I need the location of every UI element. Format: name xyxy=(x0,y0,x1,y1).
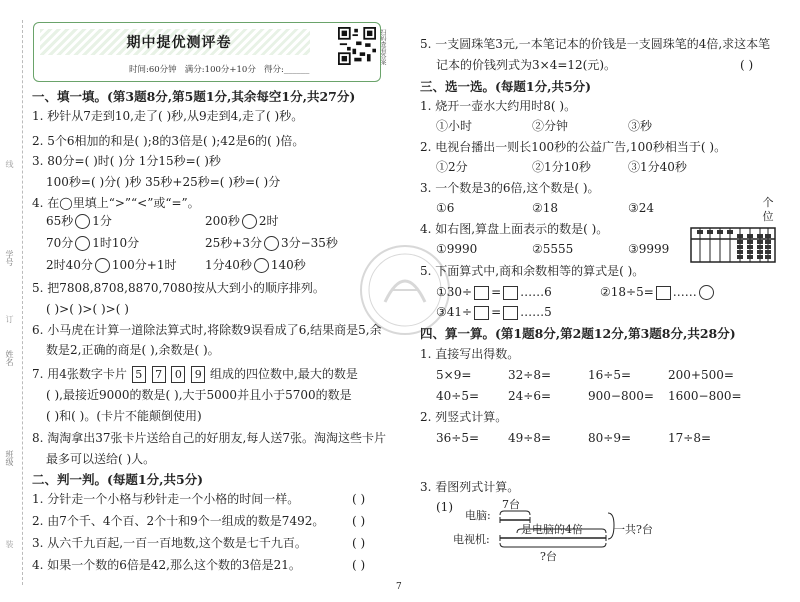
compare-row-2b: 25秒+3分 3分−35秒 xyxy=(205,236,338,250)
judge-answer-blank[interactable]: ( ) xyxy=(740,58,754,72)
question-5: 5. 把7808,8708,8870,7080按从大到小的顺序排列。 xyxy=(32,281,325,295)
diagram-label-tv: 电视机: xyxy=(453,533,490,546)
judge-answer-blank[interactable]: ( ) xyxy=(352,492,366,506)
bar-model-diagram xyxy=(490,505,620,560)
choice-1: 1. 烧开一壶水大约用时8( )。 xyxy=(420,99,577,113)
compare-circle[interactable] xyxy=(254,258,269,273)
margin-mark: 线 xyxy=(5,160,14,168)
choice-1-option[interactable]: ①小时 xyxy=(436,119,473,133)
judge-1: 1. 分针走一个小格与秒针走一个小格的时间一样。 xyxy=(32,492,300,506)
question-6-line2: 数是2,正确的商是( ),余数是( )。 xyxy=(46,343,220,357)
calc-1: 1. 直接写出得数。 xyxy=(420,347,520,361)
choice-1-option[interactable]: ③秒 xyxy=(628,119,653,133)
number-card: 9 xyxy=(191,366,205,383)
binding-margin xyxy=(0,20,23,585)
judge-answer-blank[interactable]: ( ) xyxy=(352,536,366,550)
vertical-calc-item[interactable]: 80÷9= xyxy=(588,431,632,445)
question-4: 4. 在◯里填上“>”“<”或“=”。 xyxy=(32,196,200,210)
compare-circle[interactable] xyxy=(264,236,279,251)
section-fill-in: 一、填一填。(第3题8分,第5题1分,其余每空1分,共27分) xyxy=(32,89,356,104)
choice-2-option[interactable]: ①2分 xyxy=(436,160,468,174)
question-8-line1: 8. 淘淘拿出37张卡片送给自己的好朋友,每人送7张。淘淘这些卡片 xyxy=(32,431,386,445)
judge-3: 3. 从六千九百起,一百一百地数,这个数是七千九百。 xyxy=(32,536,307,550)
calc-item[interactable]: 200+500= xyxy=(668,368,734,382)
choice-5-option-2[interactable]: ②18÷5= …… xyxy=(600,285,716,300)
judge-4: 4. 如果一个数的6倍是42,那么这个数的3倍是21。 xyxy=(32,558,301,572)
margin-label-number: 学号 xyxy=(5,250,14,266)
question-3-line1: 3. 80分=( )时( )分 1分15秒=( )秒 xyxy=(32,154,221,168)
choice-4-option[interactable]: ③9999 xyxy=(628,242,670,256)
judge-5-line1: 5. 一支圆珠笔3元,一本笔记本的价钱是一支圆珠笔的4倍,求这本笔 xyxy=(420,37,771,51)
compare-row-1b: 200秒 2时 xyxy=(205,214,279,228)
compare-row-3: 2时40分 100分+1时 xyxy=(46,258,177,272)
compare-circle[interactable] xyxy=(242,214,257,229)
choice-4-option[interactable]: ②5555 xyxy=(532,242,574,256)
calc-3-sub-1: (1) xyxy=(436,500,453,514)
choice-4: 4. 如右图,算盘上面表示的数是( )。 xyxy=(420,222,609,236)
choice-2-option[interactable]: ②1分10秒 xyxy=(532,160,591,174)
question-5-blanks[interactable]: ( )>( )>( )>( ) xyxy=(46,302,129,316)
diagram-label-question: ?台 xyxy=(540,550,557,563)
abacus-icon xyxy=(690,227,776,263)
margin-label-class: 班级 xyxy=(5,450,14,466)
calc-item[interactable]: 40÷5= xyxy=(436,389,480,403)
compare-circle[interactable] xyxy=(75,214,90,229)
compare-row-1: 65秒 1分 xyxy=(46,214,112,228)
choice-5-option-1[interactable]: ①30÷ = ……6 xyxy=(436,285,552,299)
margin-mark: 订 xyxy=(5,315,14,323)
compare-row-3b: 1分40秒 140秒 xyxy=(205,258,306,272)
margin-mark: 装 xyxy=(5,540,14,548)
choice-3-option[interactable]: ②18 xyxy=(532,201,559,215)
exam-meta: 时间:60分钟 满分:100分+10分 得分:______ xyxy=(129,65,310,75)
blank-box xyxy=(656,286,671,300)
question-7-line1: 7. 用4张数字卡片 5 7 0 9 组成的四位数中,最大的数是 xyxy=(32,367,358,381)
question-7-line2: ( ),最接近9000的数是( ),大于5000并且小于5700的数是 xyxy=(46,388,352,402)
blank-box xyxy=(503,286,518,300)
margin-label-name: 姓名 xyxy=(5,350,14,366)
choice-5: 5. 下面算式中,商和余数相等的算式是( )。 xyxy=(420,264,645,278)
calc-item[interactable]: 32÷8= xyxy=(508,368,552,382)
score-label: 得分: xyxy=(263,65,284,75)
question-6-line1: 6. 小马虎在计算一道除法算式时,将除数9误看成了6,结果商是5,余 xyxy=(32,323,382,337)
question-3-line2: 100秒=( )分( )秒 35秒+25秒=( )秒=( )分 xyxy=(46,175,281,189)
qr-caption: 扫码查看答案 xyxy=(379,29,386,65)
choice-5-option-3[interactable]: ③41÷ = ……5 xyxy=(436,305,552,319)
judge-answer-blank[interactable]: ( ) xyxy=(352,514,366,528)
calc-2: 2. 列竖式计算。 xyxy=(420,410,508,424)
compare-circle[interactable] xyxy=(95,258,110,273)
calc-item[interactable]: 5×9= xyxy=(436,368,472,382)
choice-4-option[interactable]: ①9990 xyxy=(436,242,478,256)
calc-item[interactable]: 24÷6= xyxy=(508,389,552,403)
choice-3: 3. 一个数是3的6倍,这个数是( )。 xyxy=(420,181,600,195)
calc-item[interactable]: 1600−800= xyxy=(668,389,742,403)
vertical-calc-item[interactable]: 49÷8= xyxy=(508,431,552,445)
question-1: 1. 秒针从7走到10,走了( )秒,从9走到4,走了( )秒。 xyxy=(32,109,304,123)
number-card: 5 xyxy=(132,366,146,383)
diagram-label-times: 是电脑的4倍 xyxy=(521,523,583,536)
diagram-label-computer: 电脑: xyxy=(465,509,491,522)
blank-box xyxy=(503,306,518,320)
question-7-line3: ( )和( )。(卡片不能颠倒使用) xyxy=(46,409,202,423)
section-calculate: 四、算一算。(第1题8分,第2题12分,第3题8分,共28分) xyxy=(420,326,736,341)
question-8-line2: 最多可以送给( )人。 xyxy=(46,452,156,466)
blank-box xyxy=(474,286,489,300)
exam-title: 期中提优测评卷 xyxy=(126,35,232,51)
time-limit: 时间:60分钟 xyxy=(129,65,177,75)
choice-2: 2. 电视台播出一则长100秒的公益广告,100秒相当于( )。 xyxy=(420,140,727,154)
question-2: 2. 5个6相加的和是( );8的3倍是( );42是6的( )倍。 xyxy=(32,134,305,148)
qr-code-icon xyxy=(338,27,376,65)
section-choose: 三、选一选。(每题1分,共5分) xyxy=(420,79,592,94)
number-card: 0 xyxy=(171,366,185,383)
judge-2: 2. 由7个千、4个百、2个十和9个一组成的数是7492。 xyxy=(32,514,325,528)
choice-3-option[interactable]: ①6 xyxy=(436,201,455,215)
number-card: 7 xyxy=(152,366,166,383)
calc-item[interactable]: 900−800= xyxy=(588,389,654,403)
vertical-calc-item[interactable]: 36÷5= xyxy=(436,431,480,445)
choice-3-option[interactable]: ③24 xyxy=(628,201,655,215)
choice-1-option[interactable]: ②分钟 xyxy=(532,119,569,133)
judge-5-line2: 记本的价钱列式为3×4=12(元)。 xyxy=(436,58,617,72)
section-judge: 二、判一判。(每题1分,共5分) xyxy=(32,472,204,487)
vertical-calc-item[interactable]: 17÷8= xyxy=(668,431,712,445)
choice-2-option[interactable]: ③1分40秒 xyxy=(628,160,687,174)
calc-item[interactable]: 16÷5= xyxy=(588,368,632,382)
abacus-label: 个 位 xyxy=(762,196,774,223)
page-number: 7 xyxy=(396,582,402,592)
diagram-label-total: 一共?台 xyxy=(614,523,653,536)
exam-header xyxy=(33,22,386,82)
diagram-label-7: 7台 xyxy=(502,498,520,511)
compare-circle[interactable] xyxy=(75,236,90,251)
calc-3: 3. 看图列式计算。 xyxy=(420,480,520,494)
full-score: 满分:100分+10分 xyxy=(184,65,256,75)
judge-answer-blank[interactable]: ( ) xyxy=(352,558,366,572)
blank-box xyxy=(474,306,489,320)
compare-row-2: 70分 1时10分 xyxy=(46,236,140,250)
blank-circle xyxy=(699,285,714,300)
